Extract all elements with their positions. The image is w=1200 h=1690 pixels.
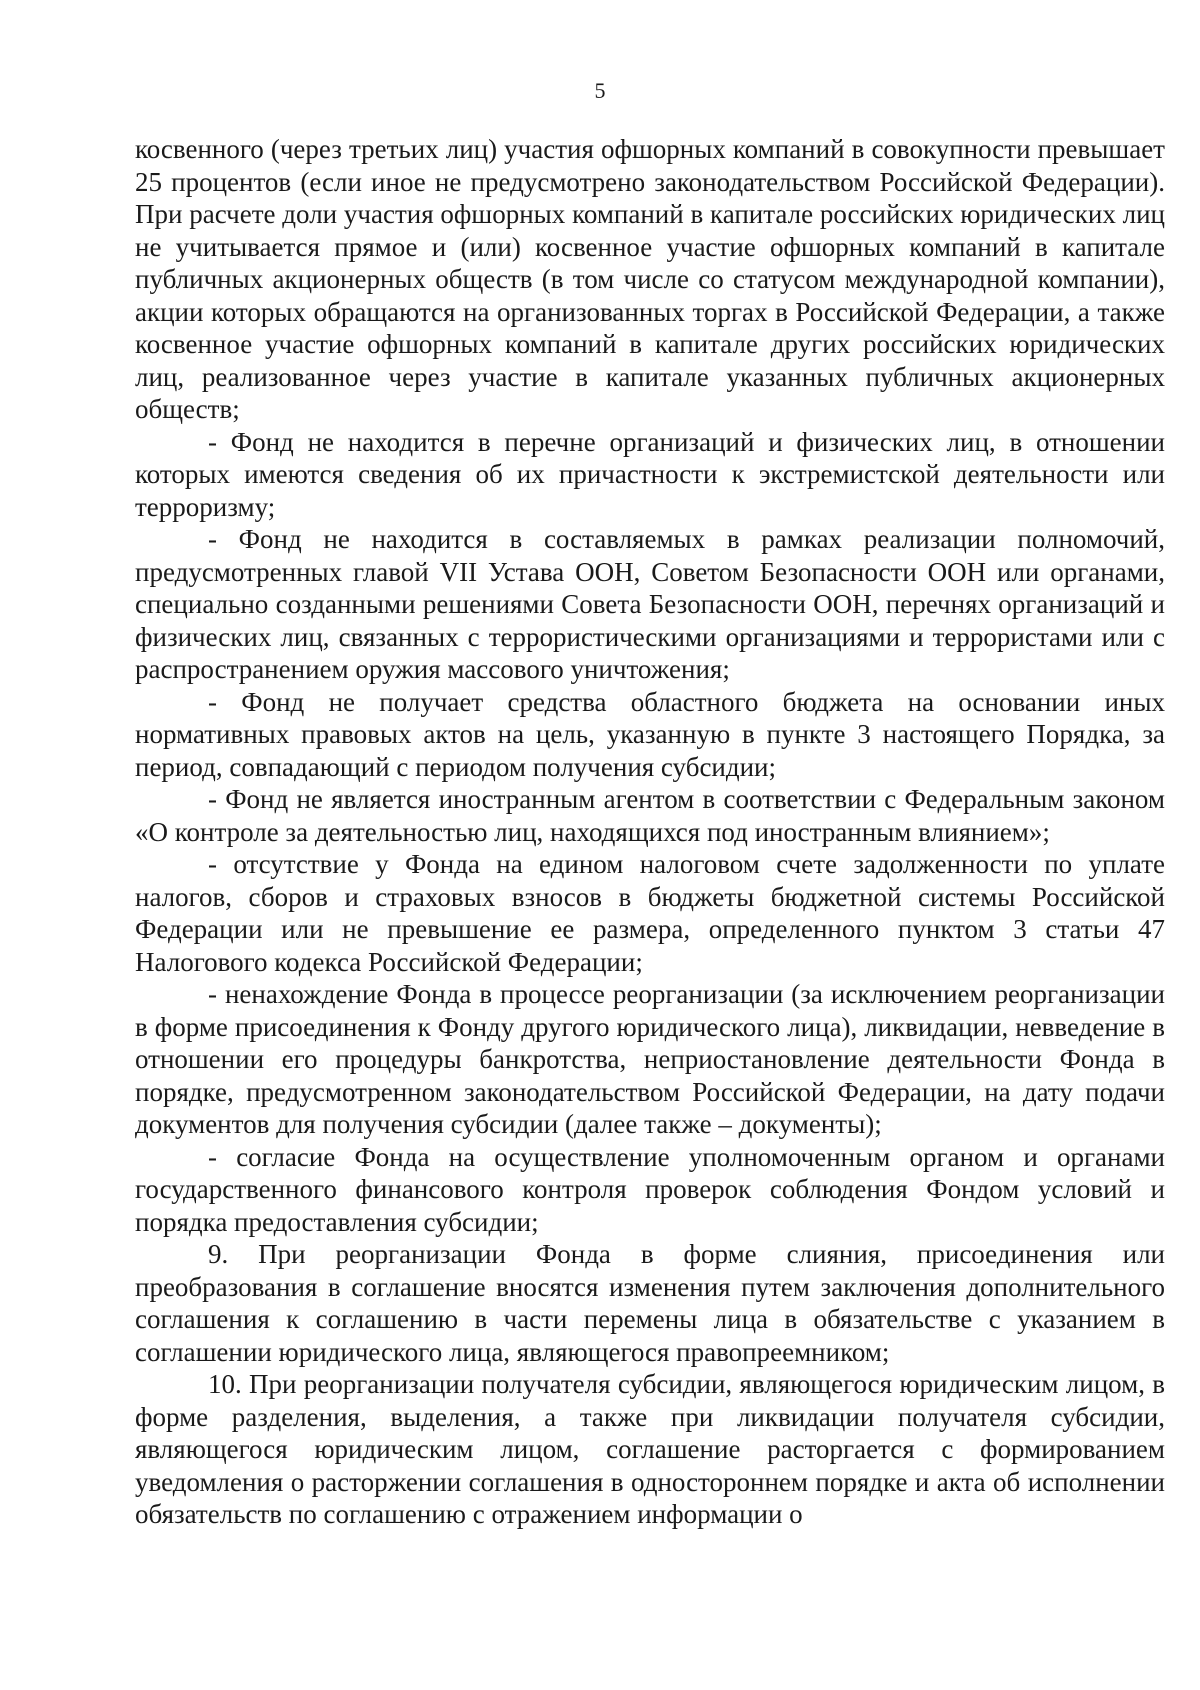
paragraph-un-security-council-list: - Фонд не находится в составляемых в рамках реализации полномочий, предусмотренных главой VII Устава ООН, Советом Безопасности ООН или органами, специально созданными решениями Совета Безопасности ООН, перечнях организаций и физических лиц, связанных с террористическими организациями и террористами или с распространением оружия массового уничтожения;	[135, 524, 1165, 684]
paragraph-item-10: 10. При реорганизации получателя субсидии, являющегося юридическим лицом, в форме разделения, выделения, а также при ликвидации получателя субсидии, являющегося юридическим лицом, соглашение расторгается с формированием уведомления о расторжении соглашения в одностороннем порядке и акта об исполнении обязательств по соглашению с отражением информации о	[135, 1369, 1165, 1529]
page-number: 5	[594, 78, 606, 103]
paragraph-regional-budget-funds: - Фонд не получает средства областного бюджета на основании иных нормативных правовых актов на цель, указанную в пункте 3 настоящего Порядка, за период, совпадающий с периодом получения субсидии;	[135, 686, 1165, 782]
paragraph-tax-debt: - отсутствие у Фонда на едином налоговом счете задолженности по уплате налогов, сборов и страховых взносов в бюджеты бюджетной системы Российской Федерации или не превышение ее размера, определенного пунктом 3 статьи 47 Налогового кодекса Российской Федерации;	[135, 849, 1165, 977]
paragraph-offshore-participation: косвенного (через третьих лиц) участия офшорных компаний в совокупности превышает 25 процентов (если иное не предусмотрено законодательством Российской Федерации). При расчете доли участия офшорных компаний в капитале российских юридических лиц не учитывается прямое и (или) косвенное участие офшорных компаний в капитале публичных акционерных обществ (в том числе со статусом международной компании), акции которых обращаются на организованных торгах в Российской Федерации, а также косвенное участие офшорных компаний в капитале других российских юридических лиц, реализованное через участие в капитале указанных публичных акционерных обществ;	[135, 134, 1165, 424]
paragraph-foreign-agent: - Фонд не является иностранным агентом в соответствии с Федеральным законом «О контроле за деятельностью лиц, находящихся под иностранным влиянием»;	[135, 784, 1165, 847]
paragraph-reorganization-status: - ненахождение Фонда в процессе реорганизации (за исключением реорганизации в форме присоединения к Фонду другого юридического лица), ликвидации, невведение в отношении его процедуры банкротства, неприостановление деятельности Фонда в порядке, предусмотренном законодательством Российской Федерации, на дату подачи документов для получения субсидии (далее также – документы);	[135, 979, 1165, 1139]
paragraph-audit-consent: - согласие Фонда на осуществление уполномоченным органом и органами государственного финансового контроля проверок соблюдения Фондом условий и порядка предоставления субсидии;	[135, 1141, 1165, 1237]
document-body	[135, 133, 1165, 1531]
paragraph-extremism-list: - Фонд не находится в перечне организаций и физических лиц, в отношении которых имеются сведения об их причастности к экстремистской деятельности или терроризму;	[135, 426, 1165, 522]
paragraph-item-9: 9. При реорганизации Фонда в форме слияния, присоединения или преобразования в соглашение вносятся изменения путем заключения дополнительного соглашения к соглашению в части перемены лица в обязательстве с указанием в соглашении юридического лица, являющегося правопреемником;	[135, 1239, 1165, 1367]
